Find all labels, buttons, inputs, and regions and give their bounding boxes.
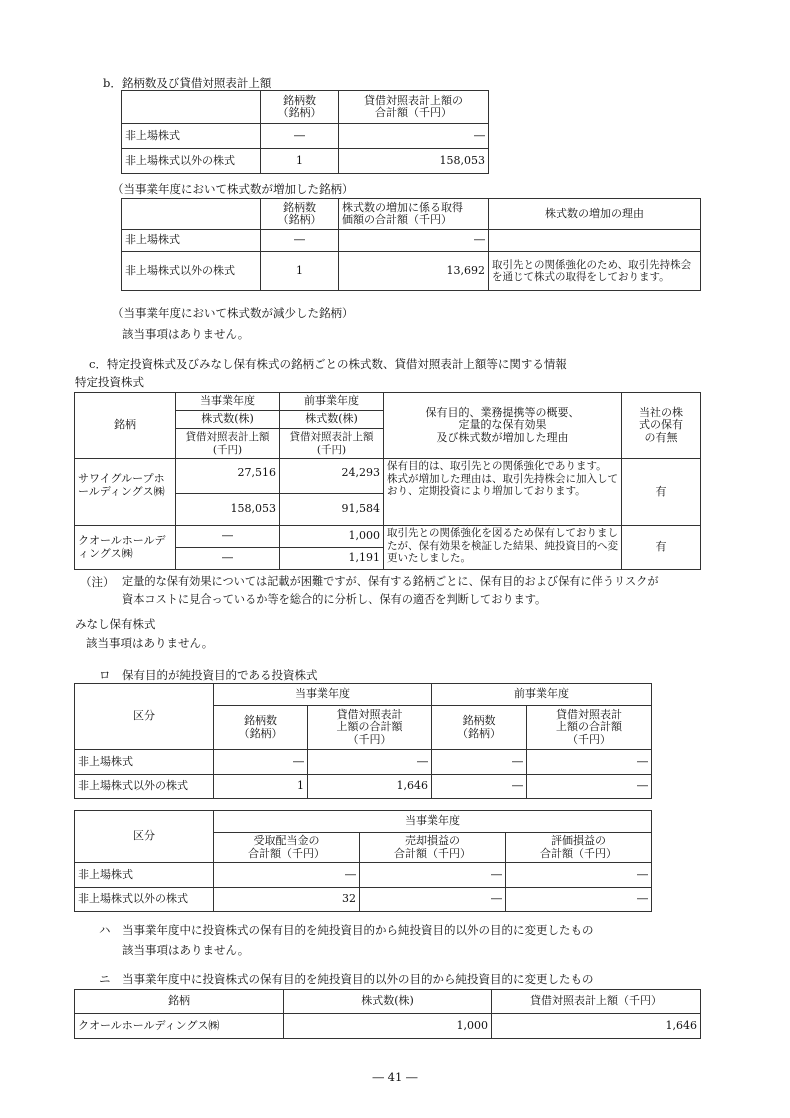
table-row: サワイグループホールディングス㈱ 27,516 24,293 保有目的は、取引先との関係強化であります。 株式が増加した理由は、取引先持株会に加入しており、定期投資により増加しております。 有 bbox=[75, 459, 701, 494]
col-reason-header: 株式数の増加の理由 bbox=[489, 199, 701, 230]
change-to-pure-investment-table bbox=[74, 989, 701, 1039]
note-label: （注） bbox=[80, 575, 115, 589]
table-row: 非上場株式以外の株式 32 ― ― bbox=[75, 888, 652, 912]
section-ro-heading: ロ 保有目的が純投資目的である投資株式 bbox=[99, 668, 318, 682]
col-shares-header: 株式数(株) bbox=[176, 411, 280, 429]
table-row: ― 1,191 bbox=[75, 548, 701, 570]
col-prior-header: 前事業年度 bbox=[280, 393, 384, 411]
col-current-header: 当事業年度 bbox=[214, 684, 432, 706]
col-category-header: 区分 bbox=[75, 684, 214, 750]
col-valuation-header: 評価損益の 合計額（千円） bbox=[506, 833, 652, 863]
col-crossheld-header: 当社の株 式の保有 の有無 bbox=[622, 393, 701, 459]
col-bs-header: 貸借対照表計上額 (千円) bbox=[176, 429, 280, 459]
table-row: クオールホールディングス㈱ ― 1,000 取引先との関係強化を図るため保有しておりましたが、保有効果を検証した結果、純投資目的へ変更いたしました。 有 bbox=[75, 526, 701, 548]
table-row: 非上場株式以外の株式 1 13,692 取引先との関係強化のため、取引先持株会を通じて株式の取得をしております。 bbox=[122, 252, 701, 291]
holding-name: クオールホールディングス㈱ bbox=[75, 526, 176, 570]
note-line-1: 定量的な保有効果については記載が困難ですが、保有する銘柄ごとに、保有目的および保有に伴うリスクが bbox=[122, 575, 659, 588]
section-b-heading: b．銘柄数及び貸借対照表計上額 bbox=[103, 76, 272, 90]
col-current-header: 当事業年度 bbox=[176, 393, 280, 411]
col-name-header: 銘柄 bbox=[75, 990, 284, 1014]
increase-heading: （当事業年度において株式数が増加した銘柄） bbox=[112, 182, 354, 196]
deemed-heading: みなし保有株式 bbox=[75, 617, 156, 631]
col-amount-header: 株式数の増加に係る取得 価額の合計額（千円） bbox=[339, 199, 489, 230]
holding-name: サワイグループホールディングス㈱ bbox=[75, 459, 176, 526]
table-row: 非上場株式 ― ― bbox=[122, 230, 701, 252]
col-dividend-header: 受取配当金の 合計額（千円） bbox=[214, 833, 360, 863]
col-gain-header: 売却損益の 合計額（千円） bbox=[360, 833, 506, 863]
col-amount-header: 貸借対照表計上額の 合計額（千円） bbox=[339, 91, 489, 124]
table-row: 非上場株式以外の株式 1 158,053 bbox=[122, 149, 489, 174]
b-holdings-table bbox=[121, 90, 489, 174]
col-count-header: 銘柄数 （銘柄） bbox=[432, 706, 527, 750]
decrease-none-text: 該当事項はありません。 bbox=[122, 327, 250, 341]
table-row: クオールホールディングス㈱ 1,000 1,646 bbox=[75, 1014, 701, 1039]
section-c-heading: c．特定投資株式及びみなし保有株式の銘柄ごとの株式数、貸借対照表計上額等に関する情報 bbox=[89, 357, 567, 371]
pure-investment-table-1 bbox=[74, 683, 652, 799]
col-count-header: 銘柄数 （銘柄） bbox=[261, 91, 339, 124]
note-line-2: 資本コストに見合っているか等を総合的に分析し、保有の適否を判断しております。 bbox=[122, 593, 547, 606]
col-category-header: 区分 bbox=[75, 811, 214, 863]
specified-heading: 特定投資株式 bbox=[75, 375, 144, 389]
table-row: 非上場株式 ― ― bbox=[122, 124, 489, 149]
blank-cell bbox=[122, 199, 261, 230]
section-ha-heading: ハ 当事業年度中に投資株式の保有目的を純投資目的から純投資目的以外の目的に変更したもの bbox=[99, 923, 594, 937]
col-prior-header: 前事業年度 bbox=[432, 684, 652, 706]
section-ni-heading: ニ 当事業年度中に投資株式の保有目的を純投資目的以外の目的から純投資目的に変更したもの bbox=[99, 972, 594, 986]
deemed-none-text: 該当事項はありません。 bbox=[86, 636, 214, 650]
table-row: 非上場株式 ― ― ― ― bbox=[75, 750, 652, 775]
col-shares-header: 株式数(株) bbox=[284, 990, 492, 1014]
section-ha-none: 該当事項はありません。 bbox=[122, 943, 250, 957]
col-bs-header: 貸借対照表計上額（千円） bbox=[492, 990, 701, 1014]
col-count-header: 銘柄数 （銘柄） bbox=[261, 199, 339, 230]
col-amount-header: 貸借対照表計 上額の合計額 （千円） bbox=[527, 706, 652, 750]
col-amount-header: 貸借対照表計 上額の合計額 （千円） bbox=[308, 706, 432, 750]
col-count-header: 銘柄数 （銘柄） bbox=[214, 706, 308, 750]
table-row: 非上場株式以外の株式 1 1,646 ― ― bbox=[75, 775, 652, 799]
blank-cell bbox=[122, 91, 261, 124]
specified-investment-table bbox=[74, 392, 701, 570]
decrease-heading: （当事業年度において株式数が減少した銘柄） bbox=[112, 306, 354, 320]
page-number: ― 41 ― bbox=[372, 1070, 418, 1084]
b-increase-table bbox=[121, 198, 701, 291]
col-current-header: 当事業年度 bbox=[214, 811, 652, 833]
table-row: 非上場株式 ― ― ― bbox=[75, 863, 652, 888]
col-shares-header: 株式数(株) bbox=[280, 411, 384, 429]
col-bs-header: 貸借対照表計上額 (千円) bbox=[280, 429, 384, 459]
pure-investment-table-2 bbox=[74, 810, 652, 912]
col-name-header: 銘柄 bbox=[75, 393, 176, 459]
col-purpose-header: 保有目的、業務提携等の概要、 定量的な保有効果 及び株式数が増加した理由 bbox=[384, 393, 622, 459]
table-row: 158,053 91,584 bbox=[75, 494, 701, 526]
